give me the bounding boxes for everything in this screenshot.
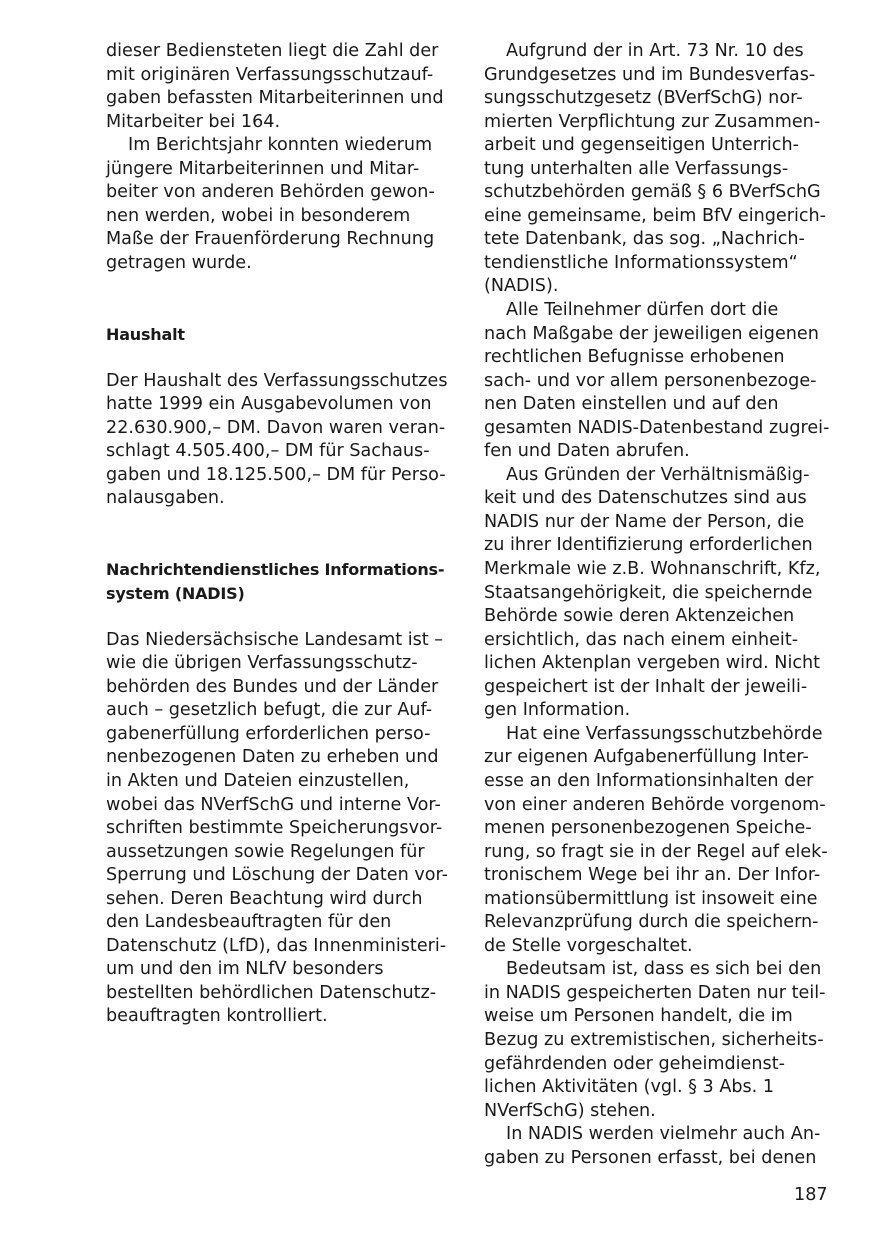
text-line: tung unterhalten alle Verfassungs-: [484, 158, 789, 179]
text-line: Bezug zu extremistischen, sicherheits-: [484, 1029, 824, 1050]
text-line: NADIS nur der Name der Person, die: [484, 511, 805, 532]
text-line: nen werden, wobei in besonderem: [106, 205, 411, 226]
text-line: von einer anderen Behörde vorgenom-: [484, 794, 826, 815]
text-line: bestellten behördlichen Datenschutz-: [106, 982, 437, 1003]
text-line: beiter von anderen Behörden gewon-: [106, 182, 435, 203]
text-line: in NADIS gespeicherten Daten nur teil-: [484, 982, 826, 1003]
paragraph-nadis-additional: [484, 1123, 829, 1170]
text-line: Im Berichtsjahr konnten wiederum: [128, 135, 433, 156]
text-line: gefährdenden oder geheimdienst-: [484, 1053, 785, 1074]
text-line: Behörde sowie deren Aktenzeichen: [484, 606, 795, 627]
text-line: tete Datenbank, das sog. „Nachrich-: [484, 229, 805, 250]
text-line: rechtlichen Befugnisse erhobenen: [484, 347, 785, 368]
text-line: Hat eine Verfassungsschutzbehörde: [506, 723, 823, 744]
text-line: mierten Verpflichtung zur Zusammen-: [484, 111, 821, 132]
text-line: sehen. Deren Beachtung wird durch: [106, 888, 423, 909]
text-line: den Landesbeauftragten für den: [106, 912, 392, 933]
text-line: Mitarbeiter bei 164.: [106, 111, 281, 132]
text-line: gen Information.: [484, 700, 631, 721]
text-line: lichen Aktenplan vergeben wird. Nicht: [484, 653, 821, 674]
text-line: sungsschutzgesetz (BVerfSchG) nor-: [484, 88, 803, 109]
text-line: Merkmale wie z.B. Wohnanschrift, Kfz,: [484, 559, 821, 580]
text-line: esse an den Informationsinhalten der: [484, 770, 814, 791]
text-line: arbeit und gegenseitigen Unterrich-: [484, 135, 799, 156]
paragraph-nadis-authority: [106, 629, 451, 1029]
text-line: jüngere Mitarbeiterinnen und Mitar-: [106, 158, 420, 179]
section-heading-nadis: [106, 558, 451, 605]
text-line: gespeichert ist der Inhalt der jeweili-: [484, 676, 808, 697]
text-line: schutzbehörden gemäß § 6 BVerfSchG: [484, 182, 821, 203]
text-line: schriften bestimmte Speicherungsvor-: [106, 818, 443, 839]
text-line: Aus Gründen der Verhältnismäßig-: [506, 464, 810, 485]
text-line: keit und des Datenschutzes sind aus: [484, 488, 807, 509]
text-line: Grundgesetzes und im Bundesverfas-: [484, 64, 816, 85]
text-line: mationsübermittlung ist insoweit eine: [484, 888, 818, 909]
text-line: hatte 1999 ein Ausgabevolumen von: [106, 394, 432, 415]
heading-line: system (NADIS): [106, 583, 245, 603]
paragraph-nadis-participants: [484, 299, 829, 464]
paragraph-nadis-legal-basis: [484, 40, 829, 299]
paragraph-nadis-persons: [484, 958, 829, 1123]
page-number: 187: [794, 1185, 828, 1205]
text-line: Der Haushalt des Verfassungsschutzes: [106, 370, 448, 391]
left-column: [106, 40, 451, 1029]
text-line: 22.630.900,– DM. Davon waren veran-: [106, 417, 446, 438]
paragraph-nadis-requests: [484, 723, 829, 958]
text-line: schlagt 4.505.400,– DM für Sachaus-: [106, 441, 430, 462]
text-line: nen Daten einstellen und auf den: [484, 394, 779, 415]
text-line: gaben befassten Mitarbeiterinnen und: [106, 88, 444, 109]
text-line: nach Maßgabe der jeweiligen eigenen: [484, 323, 819, 344]
text-line: fen und Daten abrufen.: [484, 441, 690, 462]
text-line: in Akten und Dateien einzustellen,: [106, 770, 410, 791]
text-line: gaben zu Personen erfasst, bei denen: [484, 1147, 817, 1168]
text-line: Datenschutz (LfD), das Innenministeri-: [106, 935, 447, 956]
text-line: um und den im NLfV besonders: [106, 959, 384, 980]
text-line: Relevanzprüfung durch die speichern-: [484, 912, 819, 933]
text-line: dieser Bediensteten liegt die Zahl der: [106, 41, 439, 61]
text-line: lichen Aktivitäten (vgl. § 3 Abs. 1: [484, 1077, 775, 1098]
text-line: zu ihrer Identifizierung erforderlichen: [484, 535, 813, 556]
text-line: menen personenbezogenen Speiche-: [484, 818, 812, 839]
text-line: getragen wurde.: [106, 252, 252, 273]
text-line: Das Niedersächsische Landesamt ist –: [106, 629, 444, 650]
text-line: In NADIS werden vielmehr auch An-: [506, 1124, 821, 1145]
text-line: aussetzungen sowie Regelungen für: [106, 841, 425, 862]
text-line: wie die übrigen Verfassungsschutz-: [106, 653, 418, 674]
text-line: behörden des Bundes und der Länder: [106, 676, 439, 697]
right-column: [484, 40, 829, 1170]
text-line: tendienstliche Informationssystem“: [484, 252, 798, 273]
text-line: de Stelle vorgeschaltet.: [484, 935, 693, 956]
text-line: Staatsangehörigkeit, die speichernde: [484, 582, 813, 603]
text-line: nenbezogenen Daten zu erheben und: [106, 747, 439, 768]
text-line: sach- und vor allem personenbezoge-: [484, 370, 817, 391]
text-line: ersichtlich, das nach einem einheit-: [484, 629, 799, 650]
heading-line: Nachrichtendienstliches Informations-: [106, 560, 445, 580]
text-line: Sperrung und Löschung der Daten vor-: [106, 865, 448, 886]
text-line: rung, so fragt sie in der Regel auf elek-: [484, 841, 828, 862]
text-line: zur eigenen Aufgabenerfüllung Inter-: [484, 747, 809, 768]
text-line: nalausgaben.: [106, 488, 225, 509]
text-line: (NADIS).: [484, 276, 559, 297]
text-line: weise um Personen handelt, die im: [484, 1006, 793, 1027]
section-heading-haushalt: Haushalt: [106, 324, 185, 344]
text-line: mit originären Verfassungsschutzauf-: [106, 64, 434, 85]
text-line: NVerfSchG) stehen.: [484, 1100, 656, 1121]
paragraph-nadis-data-protection: [484, 464, 829, 723]
paragraph-recruitment: [106, 134, 451, 275]
paragraph-budget: [106, 370, 451, 511]
paragraph-staff-count: [106, 40, 451, 134]
text-line: Aufgrund der in Art. 73 Nr. 10 des: [506, 41, 804, 61]
text-line: beauftragten kontrolliert.: [106, 1006, 328, 1027]
text-line: wobei das NVerfSchG und interne Vor-: [106, 794, 441, 815]
text-line: Maße der Frauenförderung Rechnung: [106, 229, 435, 250]
text-line: gaben und 18.125.500,– DM für Perso-: [106, 464, 446, 485]
text-line: Alle Teilnehmer dürfen dort die: [506, 300, 779, 321]
text-line: Bedeutsam ist, dass es sich bei den: [506, 959, 822, 980]
text-line: tronischem Wege bei ihr an. Der Infor-: [484, 865, 821, 886]
text-line: gabenerfüllung erforderlichen perso-: [106, 723, 431, 744]
text-line: auch – gesetzlich befugt, die zur Auf-: [106, 700, 433, 721]
text-line: eine gemeinsame, beim BfV eingerich-: [484, 205, 827, 226]
text-line: gesamten NADIS-Datenbestand zugrei-: [484, 417, 830, 438]
